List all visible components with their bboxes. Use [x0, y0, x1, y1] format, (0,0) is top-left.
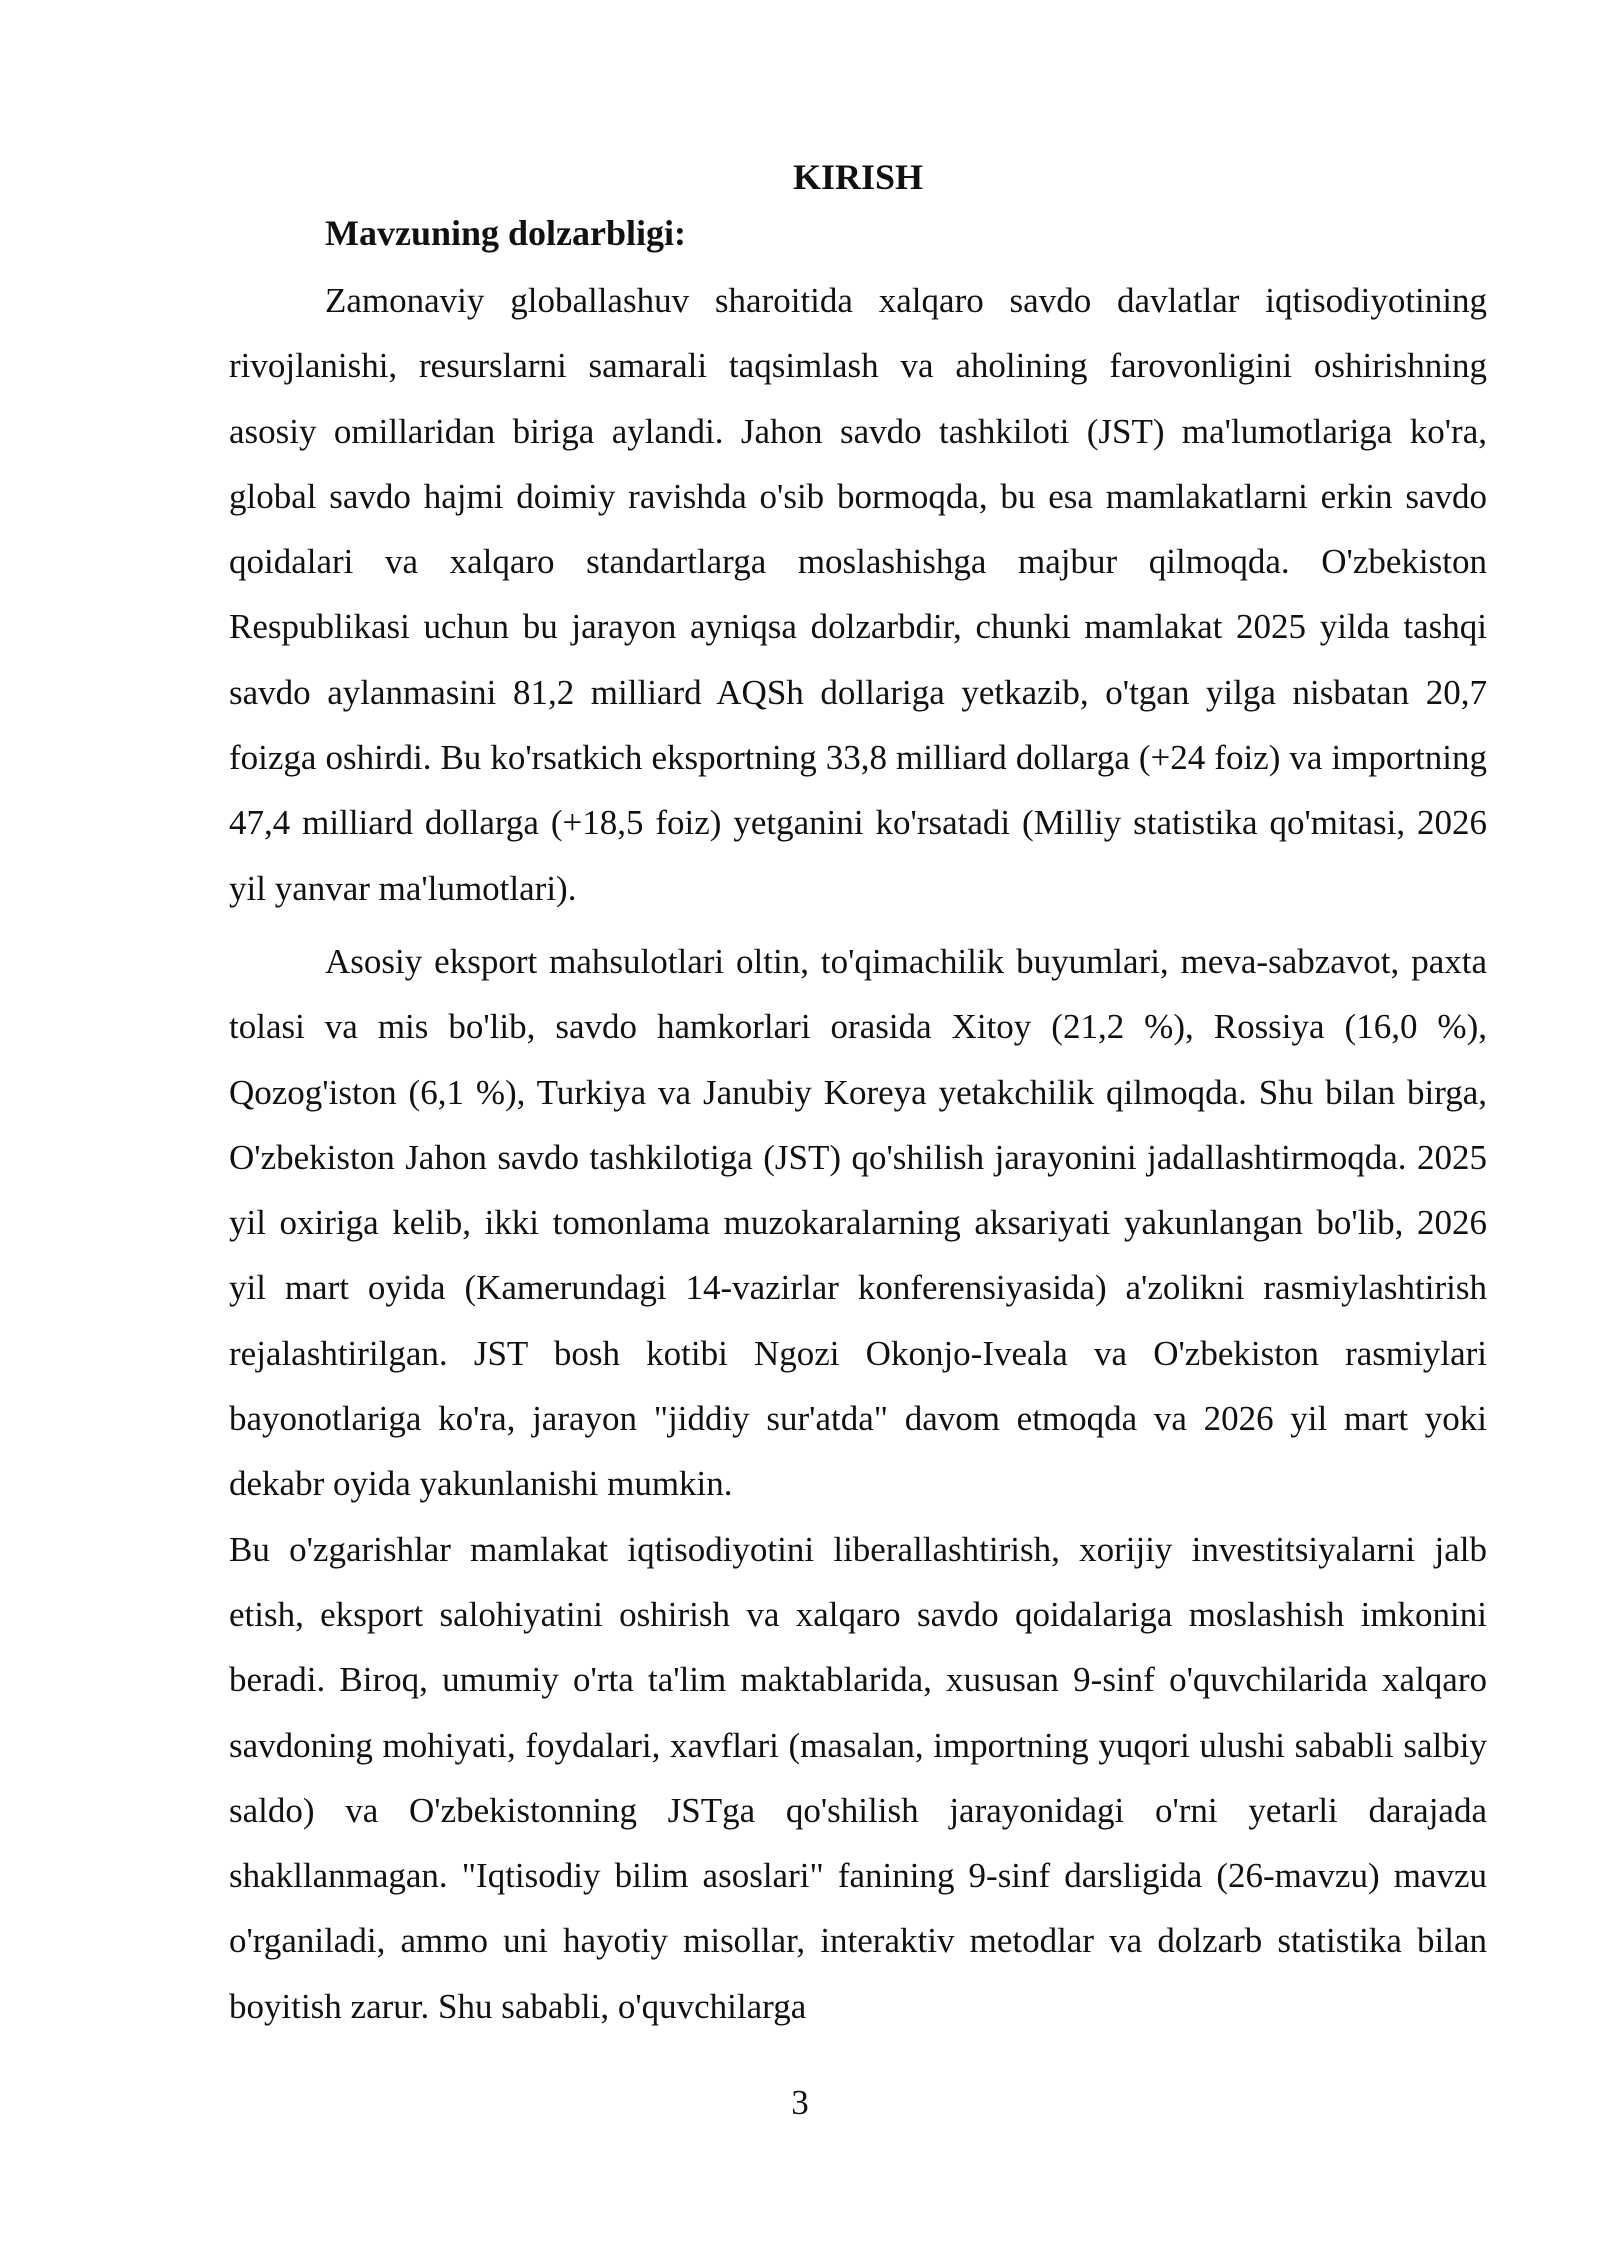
- paragraph-3: Bu o'zgarishlar mamlakat iqtisodiyotini liberallashtirish, xorijiy investitsiyalarni jalb etish, eksport salohiyatini oshirish va xalqaro savdo qoidalariga moslashish imkonini beradi. Biroq, umumiy o'rta ta'lim maktablarida, xususan 9-sinf o'quvchilarida xalqaro savdoning mohiyati, foydalari, xavflari (masalan, importning yuqori ulushi sababli salbiy saldo) va O'zbekistonning JSTga qo'shilish jarayonidagi o'rni yetarli darajada shakllanmagan. "Iqtisodiy bilim asoslari" fanining 9-sinf darsligida (26-mavzu) mavzu o'rganiladi, ammo uni hayotiy misollar, interaktiv metodlar va dolzarb statistika bilan boyitish zarur. Shu sababli, o'quvchilarga: [229, 1529, 1487, 2026]
- section-heading: Mavzuning dolzarbligi:: [325, 213, 687, 253]
- page-number: 3: [791, 2083, 809, 2122]
- page-content: [229, 150, 1487, 2039]
- paragraph-2: Asosiy eksport mahsulotlari oltin, to'qimachilik buyumlari, meva-sabzavot, paxta tolasi va mis bo'lib, savdo hamkorlari orasida Xitoy (21,2 %), Rossiya (16,0 %), Qozog'iston (6,1 %), Turkiya va Janubiy Koreya yetakchilik qilmoqda. Shu bilan birga, O'zbekiston Jahon savdo tashkilotiga (JST) qo'shilish jarayonini jadallashtirmoqda. 2025 yil oxiriga kelib, ikki tomonlama muzokaralarning aksariyati yakunlangan bo'lib, 2026 yil mart oyida (Kamerundagi 14-vazirlar konferensiyasida) a'zolikni rasmiylashtirish rejalashtirilgan. JST bosh kotibi Ngozi Okonjo-Iveala va O'zbekiston rasmiylari bayonotlariga ko'ra, jarayon "jiddiy sur'atda" davom etmoqda va 2026 yil mart yoki dekabr oyida yakunlanishi mumkin.: [229, 941, 1487, 1504]
- page-title: KIRISH: [792, 157, 924, 197]
- paragraph-1: Zamonaviy globallashuv sharoitida xalqaro savdo davlatlar iqtisodiyotining rivojlanishi, resurslarni samarali taqsimlash va aholining farovonligini oshirishning asosiy omillaridan biriga aylandi. Jahon savdo tashkiloti (JST) ma'lumotlariga ko'ra, global savdo hajmi doimiy ravishda o'sib bormoqda, bu esa mamlakatlarni erkin savdo qoidalari va xalqaro standartlarga moslashishga majbur qilmoqda. O'zbekiston Respublikasi uchun bu jarayon ayniqsa dolzarbdir, chunki mamlakat 2025 yilda tashqi savdo aylanmasini 81,2 milliard AQSh dollariga yetkazib, o'tgan yilga nisbatan 20,7 foizga oshirdi. Bu ko'rsatkich eksportning 33,8 milliard dollarga (+24 foiz) va importning 47,4 milliard dollarga (+18,5 foiz) yetganini ko'rsatadi (Milliy statistika qo'mitasi, 2026 yil yanvar ma'lumotlari).: [229, 281, 1487, 908]
